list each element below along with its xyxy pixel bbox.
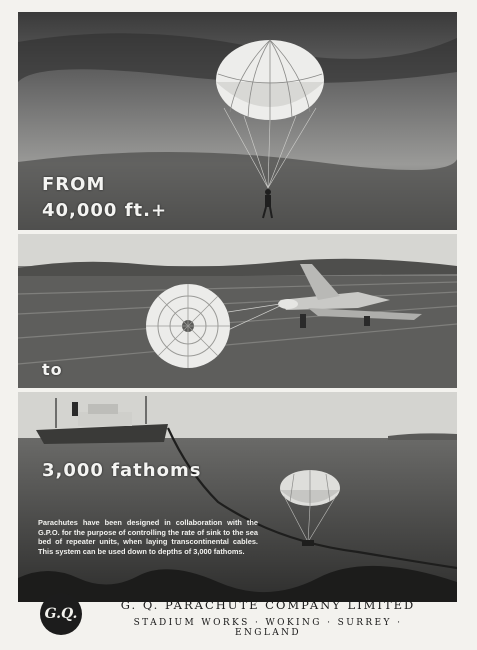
sky-illustration — [18, 12, 457, 230]
sea-illustration — [18, 392, 457, 602]
company-footer — [18, 588, 457, 644]
company-address: STADIUM WORKS · WOKING · SURREY · ENGLAND — [133, 618, 403, 638]
headline-depth: 3,000 fathoms — [42, 460, 202, 481]
brake-parachute — [146, 284, 230, 368]
gq-logo — [40, 593, 82, 635]
logo-lettering: G.Q. — [44, 606, 78, 622]
headline-altitude: 40,000 ft.+ — [42, 200, 168, 221]
runway-illustration — [18, 234, 457, 388]
headline-from: FROM — [42, 174, 106, 195]
description-text: Parachutes have been designed in collaboration with the G.P.O. for the purpose of controlling the rate of sink to the sea bed of repeater units, when laying transcontinental cables. This system can be used down to depths of 3,000 fathoms. — [38, 518, 258, 556]
runway-panel — [18, 234, 457, 388]
headline-to: to — [42, 360, 63, 379]
company-name: G. Q. PARACHUTE COMPANY LIMITED — [120, 598, 416, 612]
sea-panel — [18, 392, 457, 602]
sky-panel — [18, 12, 457, 230]
